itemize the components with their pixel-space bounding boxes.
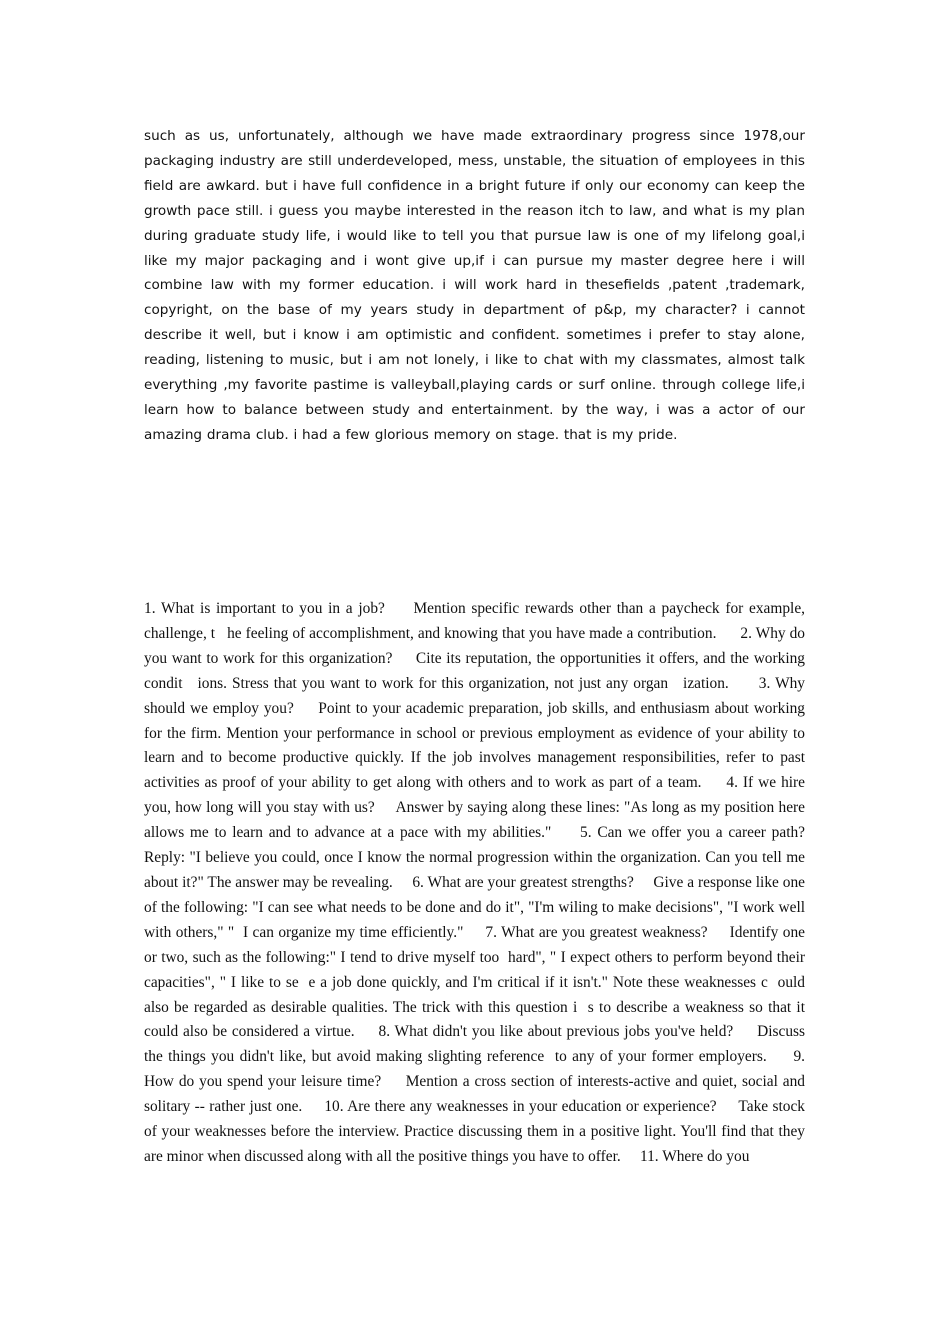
personal-statement-paragraph: such as us, unfortunately, although we have made extraordinary progress since 1978,our packaging industry are still underdeveloped, mess, unstable, the situation of employees in this field are awkard. but i have full confidence in a bright future if only our economy can keep the growth pace still. i guess you maybe interested in the reason itch to law, and what is my plan during graduate study life, i would like to tell you that pursue law is one of my lifelong goal,i like my major packaging and i wont give up,if i can pursue my master degree here i will combine law with my former education. i will work hard in thesefields ,patent ,trademark, copyright, on the base of my years study in department of p&p, my character? i cannot describe it well, but i know i am optimistic and confident. sometimes i prefer to stay alone, reading, listening to music, but i am not lonely, i like to chat with my classmates, almost talk everything ,my favorite pastime is valleyball,playing cards or surf online. through college life,i learn how to balance between study and entertainment. by the way, i was a actor of our amazing drama club. i had a few glorious memory on stage. that is my pride. xyxy=(144,128,805,443)
interview-questions-paragraph: 1. What is important to you in a job? Mention specific rewards other than a paycheck for example, challenge, t he feeling of accomplishment, and knowing that you have made a contribution. 2. Why do you want to work for this organization? Cite its reputation, the opportunities it offers, and the working condit ions. Stress that you want to work for this organization, not just any organ ization. 3. Why should we employ you? Point to your academic preparation, job skills, and enthusiasm about working for the firm. Mention your performance in school or previous employment as evidence of your ability to learn and to become productive quickly. If the job involves management responsibilities, refer to past activities as proof of your ability to get along with others and to work as part of a team. 4. If we hire you, how long will you stay with us? Answer by saying along these lines: "As long as my position here allows me to learn and to advance at a pace with my abilities." 5. Can we offer you a career path? Reply: "I believe you could, once I know the normal progression within the organization. Can you tell me about it?" The answer may be revealing. 6. What are your greatest strengths? Give a response like one of the following: "I can see what needs to be done and do it", "I'm wiling to make decisions", "I work well with others," " I can organize my time efficiently." 7. What are you greatest weakness? Identify one or two, such as the following:" I tend to drive myself too hard", " I expect others to perform beyond their capacities", " I like to se e a job done quickly, and I'm critical if it isn't." Note these weaknesses c ould also be regarded as desirable qualities. The trick with this question i s to describe a weakness so that it could also be considered a virtue. 8. What didn't you like about previous jobs you've held? Discuss the things you didn't like, but avoid making slighting reference to any of your former employers. 9. How do you spend your leisure time? Mention a cross section of interests-active and quiet, social and solitary -- rather just one. 10. Are there any weaknesses in your education or experience? Take stock of your weaknesses before the interview. Practice discussing them in a positive light. You'll find that they are minor when discussed along with all the positive things you have to offer. 11. Where do you xyxy=(144,600,825,1165)
